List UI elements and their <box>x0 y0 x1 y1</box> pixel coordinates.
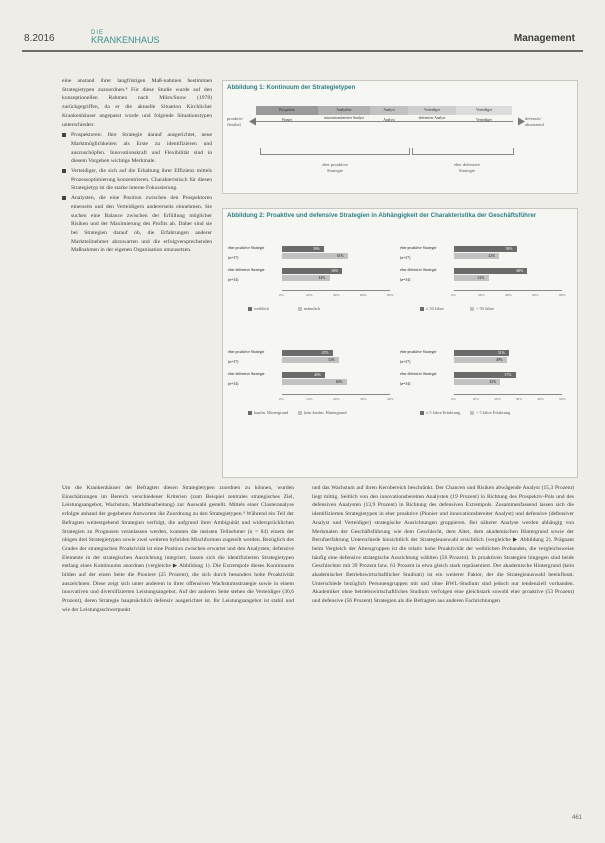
tick-label: 0% <box>451 293 456 297</box>
legend-swatch <box>248 411 252 415</box>
legend-swatch <box>470 411 474 415</box>
bar-value: 43% <box>489 380 497 384</box>
bar-value: 60% <box>335 380 343 384</box>
tick-label: 20% <box>306 293 313 297</box>
legend-label: kaufm. Hintergrund <box>254 410 289 415</box>
fig1-right-end: defensiv/ abwartend <box>525 116 544 127</box>
bar-value: 40% <box>314 373 321 377</box>
legend-label: > 50 Jahre <box>476 306 494 311</box>
x-axis <box>454 290 562 291</box>
legend-item <box>298 410 347 415</box>
row-n: (n=37) <box>400 256 411 260</box>
fig1-defensive-label: eher defensive Strategie <box>453 162 481 173</box>
fig1-proactive-bracket <box>260 148 410 155</box>
legend-swatch <box>248 307 252 311</box>
fig1-segment-1: Prospektor <box>256 106 318 115</box>
tick-label: 20% <box>478 293 485 297</box>
fig1-segment-5: Verteidiger <box>456 106 512 115</box>
header-rule <box>22 50 583 52</box>
arrow-right-icon <box>518 118 525 126</box>
legend-swatch <box>470 307 474 311</box>
bar-value: 49% <box>495 358 503 362</box>
fig1-defensive-bracket <box>412 148 514 155</box>
x-axis <box>282 290 390 291</box>
bar-value: 51% <box>498 351 505 355</box>
fig1-proactive-label: eher proaktive Strategie <box>322 162 348 173</box>
body-left-column <box>62 484 294 617</box>
tick-label: 10% <box>472 397 480 401</box>
arrow-left-icon <box>249 118 256 126</box>
figure-2-title: Abbildung 2: Proaktive und defensive Strategien in Abhängigkeit der Charakteristika der Geschäftsführer <box>227 212 537 219</box>
tick-label: 40% <box>537 397 544 401</box>
section-title: Management <box>513 33 575 44</box>
row-label: eher proaktive Strategie <box>400 350 437 354</box>
tick-label: 30% <box>515 397 523 401</box>
left-column <box>62 77 212 256</box>
bar-value: 68% <box>516 269 524 273</box>
bar-value: 53% <box>328 358 335 362</box>
row-n: (n=34) <box>400 278 411 282</box>
bar-value: 61% <box>336 254 344 258</box>
legend-label: > 5 Jahre Erfahrung <box>476 410 511 415</box>
row-label: eher defensive Strategie <box>400 268 437 272</box>
tick-label: 40% <box>505 293 512 297</box>
row-n: (n=37) <box>228 360 239 364</box>
legend-item <box>420 410 460 415</box>
fig1-type-3: Analyst <box>383 118 395 122</box>
body-right-column <box>312 484 574 608</box>
legend-item <box>420 306 444 311</box>
fig1-type-2: innovationsbereiter Analyst <box>324 116 364 120</box>
row-label: eher proaktive Strategie <box>400 246 437 250</box>
strategy-list <box>62 131 212 255</box>
row-n: (n=34) <box>400 382 411 386</box>
x-axis <box>454 394 562 395</box>
list-item: Prospektoren: Ihre Strategie darauf ausgerichtet, neue Marktmöglichkeiten als Erste zu identifizieren und auszuschöpfen. Innovationskraft und Flexibilität sind in diesem Vorgehen wichtige Merkmale. <box>62 131 212 166</box>
tick-label: 30% <box>360 397 367 401</box>
row-label: eher defensive Strategie <box>228 268 265 272</box>
row-n: (n=34) <box>228 278 239 282</box>
tick-label: 0% <box>451 397 456 401</box>
bar-value: 42% <box>488 254 496 258</box>
tick-label: 40% <box>333 293 340 297</box>
legend-label: kein kaufm. Hintergrund <box>304 410 347 415</box>
tick-label: 10% <box>306 397 313 401</box>
legend-item <box>298 306 320 311</box>
bullet-icon <box>62 169 66 173</box>
legend-item <box>470 410 510 415</box>
row-n: (n=37) <box>400 360 411 364</box>
fig1-segment-2: Analytiker <box>318 106 370 115</box>
list-item: Analysten, die eine Position zwischen den Prospektoren einerseits und den Verteidigern andererseits einnehmen. Sie suchen eine Balance zwischen der Erfüllung möglicher Risiken und der Maximierung des Profits ab. Daher sind sie bei Strategien darauf ob, die Erfahrungen anderer Marktteilnehmer abzuwarten und die erfolgversprechenden Maßnahmen in der eigenen Organisation umzusetzen. <box>62 194 212 255</box>
tick-label: 20% <box>494 397 501 401</box>
legend-swatch <box>420 411 424 415</box>
fig1-segment-3: Analyst <box>370 106 408 115</box>
legend-label: weiblich <box>254 306 269 311</box>
logo-top: DIE <box>91 30 105 36</box>
bar-value: 44% <box>318 276 326 280</box>
legend-label: ≤ 5 Jahre Erfahrung <box>426 410 461 415</box>
journal-logo <box>91 30 160 45</box>
bar-value: 58% <box>505 247 513 251</box>
list-item: Verteidiger, die sich auf die Erhaltung ihrer Effizienz mittels Prozessoptimierung konzentrieren. Charakteristisch für diesen Strategietyp ist die starke interne Fokussierung. <box>62 167 212 193</box>
bar-value: 56% <box>331 269 339 273</box>
row-n: (n=34) <box>228 382 239 386</box>
body-left-text: Um die Krankenhäuser der Befragten diesen Strategietypen zuordnen zu können, wurden Einschätzungen im Bereich verschiedener Kriterien (zum Beispiel zentrales strategisches Ziel, Leistungsangebot, Wachstum, Marktbearbeitung) zur Auswahl gestellt. Mittels einer Clusteranalyse erfolgte anhand der gegebenen Antworten die Zuordnung zu den Strategietypen.⁹ Während ein Teil der Befragten weitestgehend Strategien verfolgt, die aufgrund ihrer Ambiguität und widersprüchlichen Strategien zu Prognosen veranlassen werden, konnten die meisten Teilnehmer (n = 84) einem der obigen drei Strategietypen sowie zwei weiteren hybriden Mischformen zugeteilt werden. Bezüglich des Grades der strategischen Proaktivität ist eine Position zwischen erwartet und den Analysten; defensive Elemente in der strategischen Ausrichtung integriert, lassen sich die identifizierten Strategietypen entlang eines Kontinuums anordnen (vergleiche ▶ Abbildung 1). Die Extrempole dieses Kontinuums bilden auf der einen Seite die Pioniere (25 Prozent), die sich durch besonders hohe Proaktivität auszeichnen. Diese zeigt sich unter anderem in ihrer offensiven Wachstumsstrategie sowie in einem innovativen und diversifizierten Leistungsangebot. Auf der anderen Seite stehen die Verteidiger (30,6 Prozent), deren Strategie hauptsächlich defensiv ausgerichtet ist. Ihr Leistungsangebot ist stabil und wie der Leistungsschwerpunkt <box>62 485 294 613</box>
legend-label: ≤ 50 Jahre <box>426 306 444 311</box>
tick-label: 50% <box>559 397 566 401</box>
row-label: eher proaktive Strategie <box>228 350 265 354</box>
tick-label: 60% <box>532 293 539 297</box>
fig1-type-4: defensiver Analyst <box>418 116 446 120</box>
row-label: eher defensive Strategie <box>228 372 265 376</box>
fig1-type-5: Verteidiger <box>476 118 492 122</box>
tick-label: 20% <box>333 397 340 401</box>
legend-swatch <box>420 307 424 311</box>
tick-label: 60% <box>360 293 367 297</box>
body-right-text: und das Wachstum auf ihren Kernbereich beschränkt. Der Chancen und Risiken abwägende Analyst (15,3 Prozent) liegt mittig. Seitlich von den innovationsbereiten Analysten (19 Prozent) in Richtung des Prospektiv-Pols und des defensiven Analysten (13,9 Prozent) in Richtung des defensiven Extrempols. Zusammenfassend lassen sich die identifizierten Strategietypen in eher proaktive (Pionier und innovationsbereiter Analyst) und defensive (defensiver Analyst und Verteidiger) strategische Ausrichtungen gruppieren. Bei näherer Analyse werden abhängig von Merkmalen der Geschäftsführung wie dem Geschlecht, dem Alter, dem akademischen Hintergrund sowie der Berufserfahrung Unterschiede hinsichtlich der Strategieauswahl ersichtlich (vergleiche ▶ Abbildung 2). Prägnant beim Vergleich der Altersgruppen ist die relativ hohe Proaktivität der weiblichen Probanden, die vergleichsweise häufig eine defensive strategische Ausrichtung wählten (56 Prozent). In proaktiven Strategien hingegen sind beide Geschlechter mit 39 Prozent bzw. 61 Prozent in etwa gleich stark repräsentiert. Der akademische Hintergrund (kein akademischer Betriebswirtschaftlicher Studium) ist ein weiterer Faktor, der die Strategieauswahl beeinflusst. Unterschiede bezüglich Personengruppen mit und ohne BWL-Studium sind jedoch nur tendenziell vorhanden. Akademiker ohne betriebswirtschaftliches Studium verfolgen eine gleichstark sowohl eher proaktive (53 Prozent) und defensive (56 Prozent) Strategien als die Befragten aus anderen Fachrichtungen <box>312 485 574 605</box>
row-label: eher defensive Strategie <box>400 372 437 376</box>
figure-1-title: Abbildung 1: Kontinuum der Strategietypen <box>227 84 356 91</box>
tick-label: 0% <box>279 397 284 401</box>
tick-label: 40% <box>387 397 394 401</box>
tick-label: 0% <box>279 293 284 297</box>
x-axis <box>282 394 390 395</box>
legend-item <box>248 306 269 311</box>
fig1-type-1: Pionier <box>281 118 293 122</box>
bullet-icon <box>62 133 66 137</box>
legend-item <box>248 410 288 415</box>
row-n: (n=37) <box>228 256 239 260</box>
page-number: 461 <box>571 815 582 821</box>
legend-swatch <box>298 411 302 415</box>
bar-value: 32% <box>477 276 485 280</box>
legend-swatch <box>298 307 302 311</box>
intro-paragraph: eine anstand ihrer langfristigen Maß-nahmen bestimmen Strategietypen zuzuordnen.⁸ Für diese Studie wurde auf den konzeptionellen Rahmen nach Miles/Snow (1978) zurückgegriffen, da er die aktuelle Situation Kirchlicher Krankenhäuser angepasst wurde und folgende Situationstypen unterschieden: <box>62 78 212 128</box>
row-label: eher proaktive Strategie <box>228 246 265 250</box>
tick-label: 80% <box>559 293 566 297</box>
logo-bottom: KRANKENHAUS <box>91 35 160 45</box>
bullet-icon <box>62 196 66 200</box>
bar-value: 47% <box>321 351 329 355</box>
legend-label: männlich <box>304 306 320 311</box>
fig1-left-end: proaktiv/ flexibel <box>227 116 244 127</box>
bar-value: 57% <box>504 373 512 377</box>
fig1-segment-4: Verteidiger <box>408 106 456 115</box>
figure-1 <box>222 80 578 194</box>
issue-number: 8.2016 <box>24 33 55 44</box>
tick-label: 80% <box>387 293 394 297</box>
legend-item <box>470 306 494 311</box>
bar-value: 39% <box>313 247 320 251</box>
